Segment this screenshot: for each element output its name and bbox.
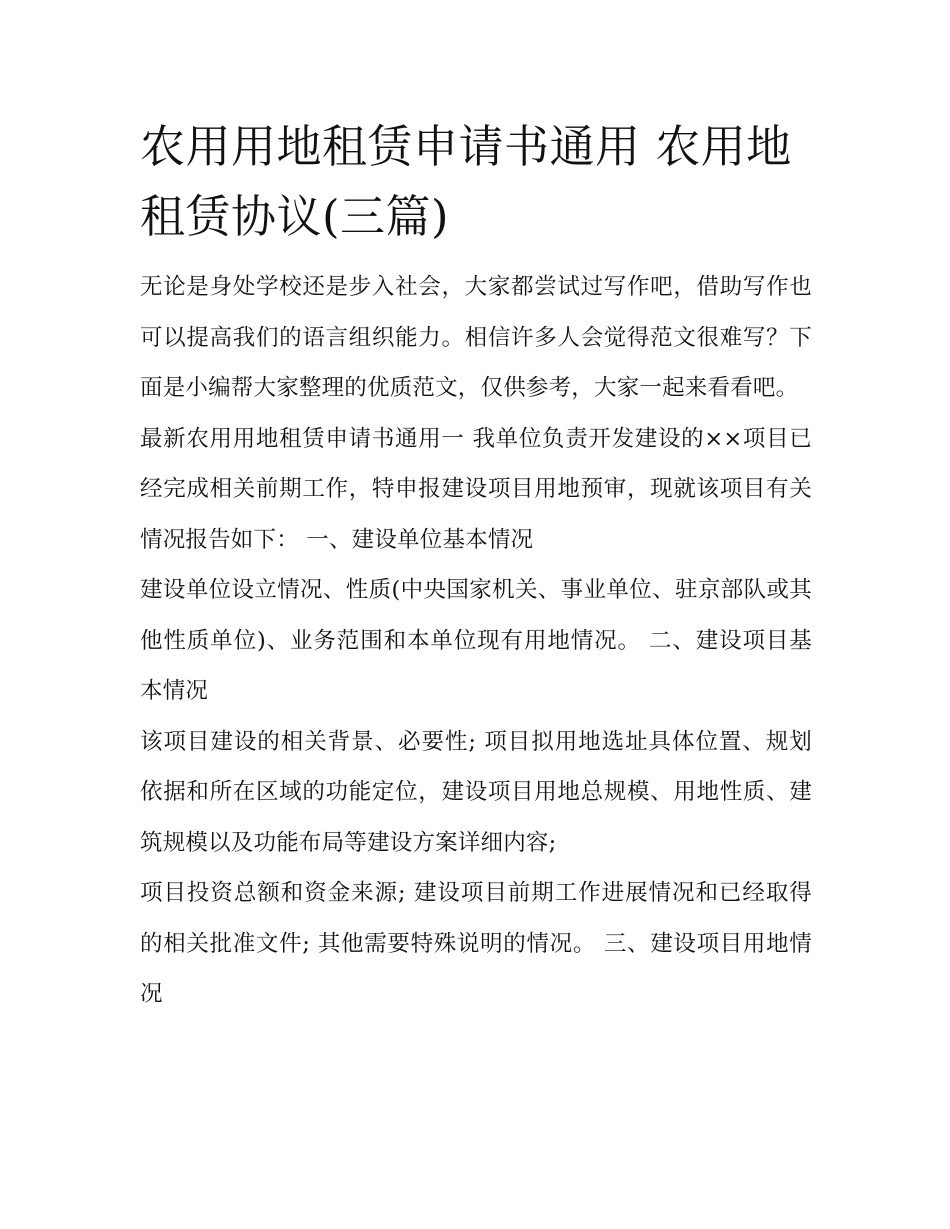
paragraph-project-background: 该项目建设的相关背景、必要性; 项目拟用地选址具体位置、规划依据和所在区域的功能定位，建设项目用地总规模、用地性质、建筑规模以及功能布局等建设方案详细内容;: [140, 728, 812, 856]
paragraph-intro: 无论是身处学校还是步入社会，大家都尝试过写作吧，借助写作也可以提高我们的语言组织能力。相信许多人会觉得范文很难写？下面是小编帮大家整理的优质范文，仅供参考，大家一起来看看吧。: [140, 274, 812, 401]
document-title: 农用用地租赁申请书通用 农用地租赁协议(三篇): [140, 120, 792, 243]
paragraph-application-opening: 最新农用用地租赁申请书通用一 我单位负责开发建设的××项目已经完成相关前期工作，特申报建设项目用地预审，现就该项目有关情况报告如下： 一、建设单位基本情况: [140, 425, 812, 553]
paragraph-investment: 项目投资总额和资金来源; 建设项目前期工作进展情况和已经取得的相关批准文件; 其他需要特殊说明的情况。 三、建设项目用地情况: [140, 880, 812, 1007]
document-page: [140, 112, 812, 1020]
paragraph-unit-info: 建设单位设立情况、性质(中央国家机关、事业单位、驻京部队或其他性质单位)、业务范围和本单位现有用地情况。 二、建设项目基本情况: [140, 577, 812, 704]
